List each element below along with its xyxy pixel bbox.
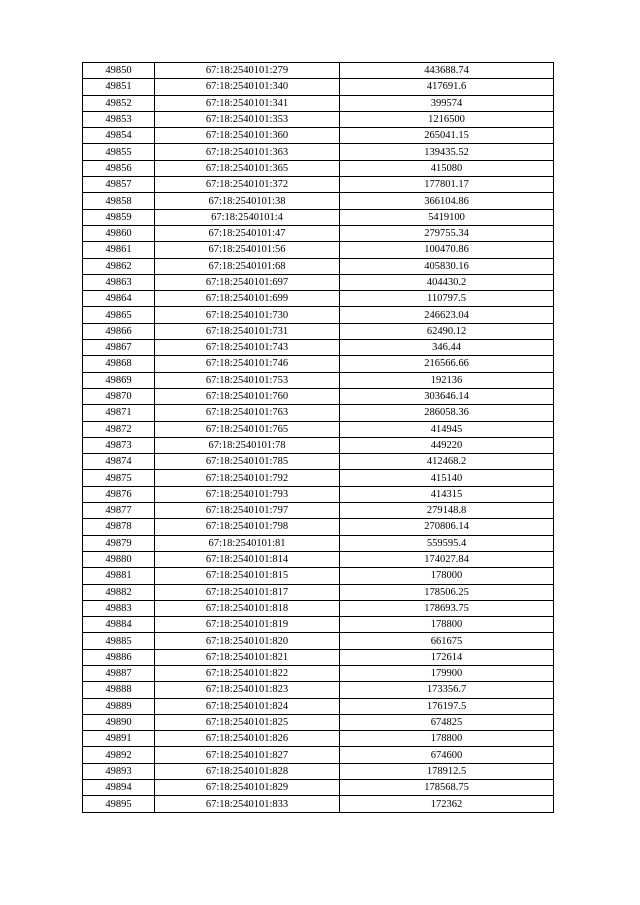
row-number-cell: 49868	[83, 356, 155, 372]
value-cell: 412468.2	[340, 454, 554, 470]
cadastral-number-cell: 67:18:2540101:819	[155, 617, 340, 633]
value-cell: 5419100	[340, 209, 554, 225]
row-number-cell: 49878	[83, 519, 155, 535]
cadastral-number-cell: 67:18:2540101:820	[155, 633, 340, 649]
value-cell: 173356.7	[340, 682, 554, 698]
value-cell: 179900	[340, 665, 554, 681]
value-cell: 417691.6	[340, 79, 554, 95]
cadastral-number-cell: 67:18:2540101:798	[155, 519, 340, 535]
row-number-cell: 49893	[83, 763, 155, 779]
table-row	[83, 698, 554, 714]
table-row	[83, 372, 554, 388]
table-row	[83, 307, 554, 323]
value-cell: 246623.04	[340, 307, 554, 323]
value-cell: 443688.74	[340, 63, 554, 79]
value-cell: 404430.2	[340, 274, 554, 290]
table-row	[83, 242, 554, 258]
table-row	[83, 95, 554, 111]
cadastral-number-cell: 67:18:2540101:828	[155, 763, 340, 779]
table-row	[83, 503, 554, 519]
row-number-cell: 49854	[83, 128, 155, 144]
row-number-cell: 49851	[83, 79, 155, 95]
cadastral-number-cell: 67:18:2540101:817	[155, 584, 340, 600]
cadastral-number-cell: 67:18:2540101:785	[155, 454, 340, 470]
value-cell: 100470.86	[340, 242, 554, 258]
row-number-cell: 49856	[83, 160, 155, 176]
cadastral-number-cell: 67:18:2540101:763	[155, 405, 340, 421]
cadastral-number-cell: 67:18:2540101:829	[155, 780, 340, 796]
row-number-cell: 49873	[83, 437, 155, 453]
cadastral-number-cell: 67:18:2540101:353	[155, 111, 340, 127]
value-cell: 139435.52	[340, 144, 554, 160]
value-cell: 265041.15	[340, 128, 554, 144]
value-cell: 192136	[340, 372, 554, 388]
cadastral-number-cell: 67:18:2540101:365	[155, 160, 340, 176]
value-cell: 674600	[340, 747, 554, 763]
value-cell: 172362	[340, 796, 554, 812]
table-row	[83, 649, 554, 665]
row-number-cell: 49894	[83, 780, 155, 796]
value-cell: 279148.8	[340, 503, 554, 519]
table-row	[83, 437, 554, 453]
value-cell: 178800	[340, 731, 554, 747]
row-number-cell: 49879	[83, 535, 155, 551]
row-number-cell: 49869	[83, 372, 155, 388]
value-cell: 176197.5	[340, 698, 554, 714]
table-row	[83, 225, 554, 241]
value-cell: 172614	[340, 649, 554, 665]
cadastral-number-cell: 67:18:2540101:753	[155, 372, 340, 388]
cadastral-number-cell: 67:18:2540101:697	[155, 274, 340, 290]
row-number-cell: 49882	[83, 584, 155, 600]
row-number-cell: 49890	[83, 714, 155, 730]
value-cell: 449220	[340, 437, 554, 453]
cadastral-number-cell: 67:18:2540101:824	[155, 698, 340, 714]
cadastral-number-cell: 67:18:2540101:341	[155, 95, 340, 111]
cadastral-number-cell: 67:18:2540101:4	[155, 209, 340, 225]
row-number-cell: 49877	[83, 503, 155, 519]
row-number-cell: 49864	[83, 291, 155, 307]
row-number-cell: 49895	[83, 796, 155, 812]
cadastral-number-cell: 67:18:2540101:814	[155, 551, 340, 567]
row-number-cell: 49875	[83, 470, 155, 486]
row-number-cell: 49884	[83, 617, 155, 633]
value-cell: 399574	[340, 95, 554, 111]
table-row	[83, 160, 554, 176]
row-number-cell: 49886	[83, 649, 155, 665]
table-row	[83, 551, 554, 567]
table-row	[83, 128, 554, 144]
value-cell: 303646.14	[340, 388, 554, 404]
table-row	[83, 682, 554, 698]
row-number-cell: 49862	[83, 258, 155, 274]
table-row	[83, 568, 554, 584]
row-number-cell: 49870	[83, 388, 155, 404]
cadastral-number-cell: 67:18:2540101:765	[155, 421, 340, 437]
table-row	[83, 356, 554, 372]
row-number-cell: 49891	[83, 731, 155, 747]
cadastral-number-cell: 67:18:2540101:793	[155, 486, 340, 502]
row-number-cell: 49863	[83, 274, 155, 290]
table-body	[83, 63, 554, 813]
cadastral-number-cell: 67:18:2540101:699	[155, 291, 340, 307]
cadastral-number-cell: 67:18:2540101:826	[155, 731, 340, 747]
value-cell: 178568.75	[340, 780, 554, 796]
cadastral-number-cell: 67:18:2540101:815	[155, 568, 340, 584]
row-number-cell: 49852	[83, 95, 155, 111]
table-row	[83, 633, 554, 649]
cadastral-number-cell: 67:18:2540101:822	[155, 665, 340, 681]
row-number-cell: 49860	[83, 225, 155, 241]
row-number-cell: 49885	[83, 633, 155, 649]
value-cell: 405830.16	[340, 258, 554, 274]
table-row	[83, 258, 554, 274]
cadastral-number-cell: 67:18:2540101:797	[155, 503, 340, 519]
cadastral-number-cell: 67:18:2540101:38	[155, 193, 340, 209]
table-row	[83, 209, 554, 225]
row-number-cell: 49889	[83, 698, 155, 714]
table-row	[83, 274, 554, 290]
cadastral-number-cell: 67:18:2540101:730	[155, 307, 340, 323]
value-cell: 286058.36	[340, 405, 554, 421]
cadastral-number-cell: 67:18:2540101:81	[155, 535, 340, 551]
value-cell: 346.44	[340, 340, 554, 356]
row-number-cell: 49872	[83, 421, 155, 437]
cadastral-number-cell: 67:18:2540101:760	[155, 388, 340, 404]
table-row	[83, 763, 554, 779]
table-row	[83, 111, 554, 127]
value-cell: 1216500	[340, 111, 554, 127]
table-row	[83, 617, 554, 633]
table-row	[83, 780, 554, 796]
cadastral-number-cell: 67:18:2540101:818	[155, 600, 340, 616]
value-cell: 415080	[340, 160, 554, 176]
value-cell: 674825	[340, 714, 554, 730]
table-row	[83, 535, 554, 551]
table-row	[83, 177, 554, 193]
row-number-cell: 49892	[83, 747, 155, 763]
table-row	[83, 470, 554, 486]
table-row	[83, 340, 554, 356]
table-row	[83, 454, 554, 470]
row-number-cell: 49876	[83, 486, 155, 502]
table-row	[83, 747, 554, 763]
table-row	[83, 584, 554, 600]
value-cell: 279755.34	[340, 225, 554, 241]
cadastral-number-cell: 67:18:2540101:340	[155, 79, 340, 95]
cadastral-number-cell: 67:18:2540101:833	[155, 796, 340, 812]
table-row	[83, 421, 554, 437]
table-row	[83, 144, 554, 160]
table-row	[83, 600, 554, 616]
cadastral-number-cell: 67:18:2540101:68	[155, 258, 340, 274]
cadastral-number-cell: 67:18:2540101:78	[155, 437, 340, 453]
cadastral-value-table	[82, 62, 554, 813]
value-cell: 414945	[340, 421, 554, 437]
table-row	[83, 796, 554, 812]
value-cell: 177801.17	[340, 177, 554, 193]
row-number-cell: 49881	[83, 568, 155, 584]
table-row	[83, 405, 554, 421]
row-number-cell: 49850	[83, 63, 155, 79]
table-row	[83, 79, 554, 95]
value-cell: 415140	[340, 470, 554, 486]
row-number-cell: 49871	[83, 405, 155, 421]
table-row	[83, 714, 554, 730]
table-row	[83, 665, 554, 681]
row-number-cell: 49861	[83, 242, 155, 258]
row-number-cell: 49880	[83, 551, 155, 567]
row-number-cell: 49857	[83, 177, 155, 193]
cadastral-number-cell: 67:18:2540101:743	[155, 340, 340, 356]
table-row	[83, 486, 554, 502]
table-row	[83, 291, 554, 307]
value-cell: 178912.5	[340, 763, 554, 779]
row-number-cell: 49888	[83, 682, 155, 698]
table-row	[83, 63, 554, 79]
row-number-cell: 49866	[83, 323, 155, 339]
table-row	[83, 323, 554, 339]
cadastral-number-cell: 67:18:2540101:823	[155, 682, 340, 698]
cadastral-number-cell: 67:18:2540101:360	[155, 128, 340, 144]
value-cell: 216566.66	[340, 356, 554, 372]
value-cell: 178693.75	[340, 600, 554, 616]
value-cell: 366104.86	[340, 193, 554, 209]
value-cell: 661675	[340, 633, 554, 649]
row-number-cell: 49883	[83, 600, 155, 616]
value-cell: 559595.4	[340, 535, 554, 551]
value-cell: 178000	[340, 568, 554, 584]
table-row	[83, 388, 554, 404]
cadastral-number-cell: 67:18:2540101:731	[155, 323, 340, 339]
cadastral-number-cell: 67:18:2540101:825	[155, 714, 340, 730]
row-number-cell: 49887	[83, 665, 155, 681]
value-cell: 174027.84	[340, 551, 554, 567]
cadastral-number-cell: 67:18:2540101:279	[155, 63, 340, 79]
value-cell: 62490.12	[340, 323, 554, 339]
row-number-cell: 49874	[83, 454, 155, 470]
value-cell: 414315	[340, 486, 554, 502]
value-cell: 110797.5	[340, 291, 554, 307]
row-number-cell: 49867	[83, 340, 155, 356]
value-cell: 178506.25	[340, 584, 554, 600]
row-number-cell: 49853	[83, 111, 155, 127]
cadastral-number-cell: 67:18:2540101:372	[155, 177, 340, 193]
cadastral-number-cell: 67:18:2540101:792	[155, 470, 340, 486]
row-number-cell: 49865	[83, 307, 155, 323]
table-row	[83, 731, 554, 747]
table-row	[83, 193, 554, 209]
row-number-cell: 49859	[83, 209, 155, 225]
row-number-cell: 49855	[83, 144, 155, 160]
value-cell: 178800	[340, 617, 554, 633]
table-row	[83, 519, 554, 535]
cadastral-number-cell: 67:18:2540101:363	[155, 144, 340, 160]
cadastral-number-cell: 67:18:2540101:827	[155, 747, 340, 763]
value-cell: 270806.14	[340, 519, 554, 535]
cadastral-number-cell: 67:18:2540101:746	[155, 356, 340, 372]
cadastral-number-cell: 67:18:2540101:47	[155, 225, 340, 241]
cadastral-number-cell: 67:18:2540101:821	[155, 649, 340, 665]
cadastral-number-cell: 67:18:2540101:56	[155, 242, 340, 258]
row-number-cell: 49858	[83, 193, 155, 209]
